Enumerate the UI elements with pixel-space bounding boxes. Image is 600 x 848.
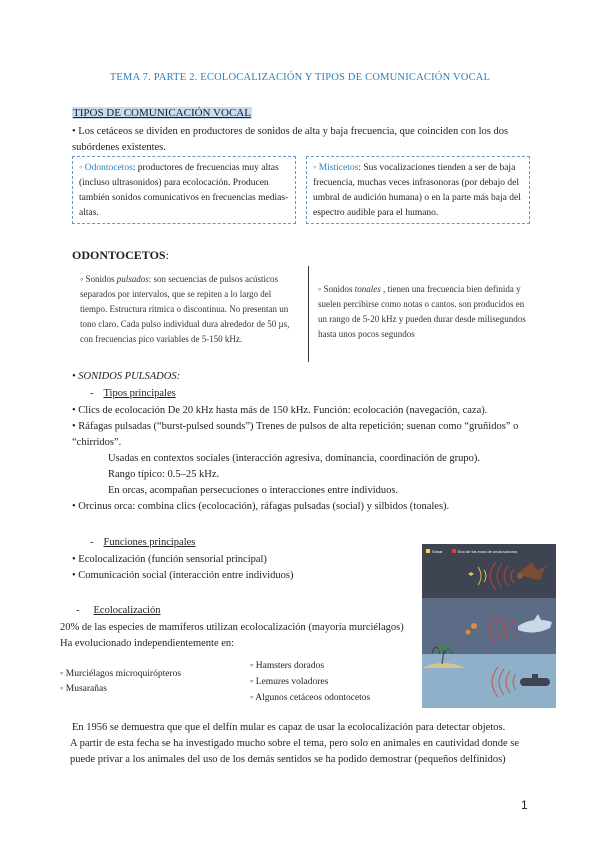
ecoloc-line-1: 20% de las especies de mamíferos utilizan ecolocalización (mayoría murciélagos) (60, 622, 404, 633)
pulsados-list (72, 403, 542, 515)
funciones-list (72, 552, 293, 584)
tonales-italic: tonales (354, 284, 381, 294)
ecoloc-item-murcielagos: ◦ Murciélagos microquirópteros (60, 669, 182, 679)
odontocetos-heading-colon: : (165, 248, 169, 262)
misticetos-desc: : Sus vocalizaciones tienden a ser de baja frecuencia, muchas veces infrasonoras (por debajo del umbral de audición humana) o en la parte más baja del espectro audible para el humano. (313, 163, 521, 218)
pulsados-italic: pulsados (116, 274, 149, 284)
ecoloc-item-hamsters: ◦ Hamsters dorados (250, 661, 325, 671)
intro-paragraph (72, 124, 542, 156)
ecoloc-subheading-text: Ecolocalización (93, 605, 161, 616)
figure-legend-eco: Eco de los ecos de onda sonoros (458, 549, 518, 554)
funciones-subheading: - Funciones principales (90, 537, 196, 548)
pulsados-heading: • SONIDOS PULSADOS: (72, 371, 181, 382)
page-number: 1 (521, 798, 528, 812)
rango-line: Rango típico: 0.5–25 kHz. (108, 469, 220, 480)
tonales-prefix: ◦ Sonidos (318, 284, 355, 294)
intro-line-2: subórdenes existentes. (72, 142, 166, 153)
odontocetos-term: ◦ Odontocetos (79, 163, 133, 173)
odontocetos-desc: : productores de frecuencias muy altas (incluso ultrasonidos) para ecolocación. Producen también sonidos comunicativos en frecuencias medias-altas. (79, 163, 289, 218)
tonales-text: , tienen una frecuencia bien definida y suelen percibirse como notas o cantos. son producidos en un rango de 5-20 kHz y pueden durar desde milisegundos hasta unos pocos segundos (318, 284, 526, 339)
section-heading-tipos: TIPOS DE COMUNICACIÓN VOCAL (73, 107, 251, 119)
usadas-line: Usadas en contextos sociales (interacción agresiva, dominancia, coordinación de grupo). (108, 453, 481, 464)
column-divider (308, 266, 309, 362)
figure-legend-sonar: Sonar (432, 549, 443, 554)
echolocation-figure (422, 544, 556, 708)
ecoloc-line-2: Ha evolucionado independientemente en: (60, 638, 235, 649)
page-title: TEMA 7. PARTE 2. ECOLOCALIZACIÓN Y TIPOS DE COMUNICACIÓN VOCAL (109, 72, 491, 83)
funcion-item-1: • Ecolocalización (función sensorial principal) (72, 554, 267, 565)
closing-line-2: A partir de esta fecha se ha investigado mucho sobre el tema, pero solo en animales en cautividad donde se (70, 738, 520, 749)
rafagas-line-cont: “chirridos”. (72, 437, 122, 448)
closing-line-3: puede privar a los animales del uso de los demás sentidos se ha podido demostrar (pequeños delfínidos) (70, 754, 506, 765)
intro-line-1: • Los cetáceos se dividen en productores de sonidos de alta y baja frecuencia, que coinciden con los dos (72, 126, 509, 137)
echolocation-illustration (422, 544, 556, 708)
ecoloc-list-right (250, 658, 370, 706)
ecoloc-item-lemures: ◦ Lemures voladores (250, 677, 329, 687)
clics-line: • Clics de ecolocación De 20 kHz hasta más de 150 kHz. Función: ecolocación (navegación, caza). (72, 405, 488, 416)
misticetos-term: ◦ Misticetos (313, 163, 359, 173)
tonales-definition (318, 282, 528, 342)
closing-line-1: En 1956 se demuestra que que el delfín mular es capaz de usar la ecolocalización para detectar objetos. (72, 722, 506, 733)
tipos-subheading: - Tipos principales (90, 388, 176, 399)
ecoloc-item-cetaceos: ◦ Algunos cetáceos odontocetos (250, 693, 371, 703)
orcinus-line: • Orcinus orca: combina clics (ecolocación), ráfagas pulsadas (social) y silbidos (tonales). (72, 501, 450, 512)
odontocetos-box (72, 156, 296, 224)
funciones-subheading-text: Funciones principales (103, 537, 196, 548)
ecoloc-list-left (60, 667, 181, 697)
misticetos-box (306, 156, 530, 224)
ecoloc-item-musaranas: ◦ Musarañas (60, 684, 107, 694)
odontocetos-heading (72, 248, 169, 263)
closing-paragraph (72, 720, 552, 768)
orcas-line: En orcas, acompañan persecuciones o interacciones entre individuos. (108, 485, 399, 496)
fish-icon-1 (471, 623, 477, 629)
tipos-subheading-text: Tipos principales (103, 388, 176, 399)
odontocetos-heading-text: ODONTOCETOS (72, 248, 166, 262)
pulsados-definition (80, 272, 298, 347)
pulsados-text: : son secuencias de pulsos acústicos separados por intervalos, que se repiten a lo largo del tiempo. Estructura rítmica o discontinua. No presentan un tono claro. Cada pulso individual dura alrededor de 50 µs, con frecuencias pico variables de 5-150 kHz. (80, 274, 290, 344)
ecoloc-intro (60, 620, 404, 652)
pulsados-prefix: ◦ Sonidos (80, 274, 117, 284)
rafagas-line: • Ráfagas pulsadas (“burst-pulsed sounds”) Trenes de pulsos de alta repetición; suenan como “gruñidos” o (72, 421, 519, 432)
ecoloc-subheading: - Ecolocalización (76, 605, 161, 616)
funcion-item-2: • Comunicación social (interacción entre individuos) (72, 570, 294, 581)
fish-icon-2 (466, 630, 471, 635)
